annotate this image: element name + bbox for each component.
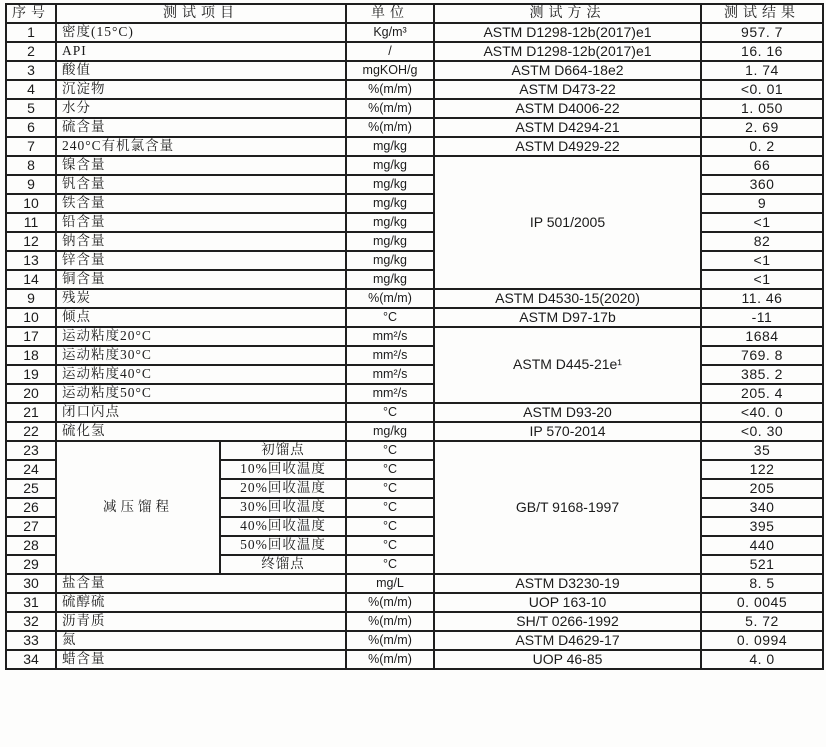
unit-cell: mg/kg (346, 137, 434, 156)
row-number-cell: 11 (6, 213, 56, 232)
row-number-cell: 5 (6, 99, 56, 118)
result-cell: 957. 7 (701, 23, 823, 42)
unit-cell: %(m/m) (346, 289, 434, 308)
result-cell: <0. 30 (701, 422, 823, 441)
test-item-cell: 铜含量 (56, 270, 346, 289)
method-cell: ASTM D1298-12b(2017)e1 (434, 42, 701, 61)
row-number-cell: 13 (6, 251, 56, 270)
result-cell: 340 (701, 498, 823, 517)
row-number-cell: 9 (6, 289, 56, 308)
unit-cell: %(m/m) (346, 631, 434, 650)
table-row (6, 365, 823, 384)
unit-cell: °C (346, 479, 434, 498)
table-row (6, 270, 823, 289)
table-row (6, 593, 823, 612)
unit-cell: mg/kg (346, 270, 434, 289)
sub-item-cell: 终馏点 (220, 555, 346, 574)
method-cell: GB/T 9168-1997 (434, 441, 701, 574)
method-cell: UOP 46-85 (434, 650, 701, 669)
row-number-cell: 12 (6, 232, 56, 251)
table-row (6, 574, 823, 593)
row-number-cell: 29 (6, 555, 56, 574)
row-number-cell: 10 (6, 308, 56, 327)
unit-cell: °C (346, 517, 434, 536)
unit-cell: / (346, 42, 434, 61)
method-cell: SH/T 0266-1992 (434, 612, 701, 631)
method-cell: ASTM D4006-22 (434, 99, 701, 118)
result-cell: 521 (701, 555, 823, 574)
sub-item-cell: 20%回收温度 (220, 479, 346, 498)
table-row (6, 403, 823, 422)
method-cell: ASTM D97-17b (434, 308, 701, 327)
result-cell: 205. 4 (701, 384, 823, 403)
table-row (6, 137, 823, 156)
table-row (6, 327, 823, 346)
method-cell: ASTM D4629-17 (434, 631, 701, 650)
result-cell: <1 (701, 213, 823, 232)
row-number-cell: 31 (6, 593, 56, 612)
row-number-cell: 20 (6, 384, 56, 403)
result-cell: 205 (701, 479, 823, 498)
row-number-cell: 9 (6, 175, 56, 194)
method-cell: ASTM D93-20 (434, 403, 701, 422)
row-number-cell: 14 (6, 270, 56, 289)
test-item-cell: 残炭 (56, 289, 346, 308)
method-cell: ASTM D4929-22 (434, 137, 701, 156)
table-row (6, 175, 823, 194)
sub-item-cell: 初馏点 (220, 441, 346, 460)
test-item-cell: 运动粘度40°C (56, 365, 346, 384)
row-number-cell: 10 (6, 194, 56, 213)
test-item-cell: 盐含量 (56, 574, 346, 593)
table-row (6, 232, 823, 251)
test-item-cell: 运动粘度30°C (56, 346, 346, 365)
header-test-method: 测试方法 (434, 4, 701, 23)
sub-item-cell: 10%回收温度 (220, 460, 346, 479)
row-number-cell: 7 (6, 137, 56, 156)
unit-cell: mg/kg (346, 156, 434, 175)
method-cell: ASTM D664-18e2 (434, 61, 701, 80)
row-number-cell: 4 (6, 80, 56, 99)
result-cell: 66 (701, 156, 823, 175)
table-row (6, 213, 823, 232)
unit-cell: %(m/m) (346, 650, 434, 669)
result-cell: 769. 8 (701, 346, 823, 365)
test-item-cell: 硫醇硫 (56, 593, 346, 612)
result-cell: <1 (701, 270, 823, 289)
result-cell: 360 (701, 175, 823, 194)
row-number-cell: 32 (6, 612, 56, 631)
row-number-cell: 8 (6, 156, 56, 175)
result-cell: 1684 (701, 327, 823, 346)
unit-cell: %(m/m) (346, 118, 434, 137)
test-item-cell: 减压馏程 (56, 441, 220, 574)
test-item-cell: 铅含量 (56, 213, 346, 232)
sub-item-cell: 50%回收温度 (220, 536, 346, 555)
unit-cell: °C (346, 308, 434, 327)
test-item-cell: 硫含量 (56, 118, 346, 137)
unit-cell: mm²/s (346, 327, 434, 346)
result-cell: 0. 2 (701, 137, 823, 156)
sub-item-cell: 30%回收温度 (220, 498, 346, 517)
test-item-cell: 沥青质 (56, 612, 346, 631)
result-cell: 9 (701, 194, 823, 213)
row-number-cell: 3 (6, 61, 56, 80)
test-item-cell: 闭口闪点 (56, 403, 346, 422)
result-cell: <40. 0 (701, 403, 823, 422)
unit-cell: mg/kg (346, 422, 434, 441)
test-report-table (5, 3, 824, 670)
unit-cell: mm²/s (346, 384, 434, 403)
table-row (6, 23, 823, 42)
table-row (6, 156, 823, 175)
result-cell: <0. 01 (701, 80, 823, 99)
result-cell: -11 (701, 308, 823, 327)
table-row (6, 650, 823, 669)
result-cell: 0. 0994 (701, 631, 823, 650)
result-cell: 16. 16 (701, 42, 823, 61)
method-cell: ASTM D445-21e¹ (434, 327, 701, 403)
result-cell: 8. 5 (701, 574, 823, 593)
table-row (6, 61, 823, 80)
unit-cell: mg/kg (346, 232, 434, 251)
header-serial-number: 序号 (6, 4, 56, 23)
result-cell: <1 (701, 251, 823, 270)
result-cell: 440 (701, 536, 823, 555)
table-row (6, 384, 823, 403)
unit-cell: %(m/m) (346, 99, 434, 118)
unit-cell: °C (346, 441, 434, 460)
table-header-row (6, 4, 823, 23)
test-item-cell: 氮 (56, 631, 346, 650)
unit-cell: %(m/m) (346, 80, 434, 99)
table-row (6, 346, 823, 365)
table-row (6, 42, 823, 61)
row-number-cell: 2 (6, 42, 56, 61)
test-item-cell: 铁含量 (56, 194, 346, 213)
unit-cell: mg/kg (346, 213, 434, 232)
test-item-cell: 密度(15°C) (56, 23, 346, 42)
test-item-cell: 水分 (56, 99, 346, 118)
result-cell: 2. 69 (701, 118, 823, 137)
table-row (6, 422, 823, 441)
table-row (6, 99, 823, 118)
test-item-cell: API (56, 42, 346, 61)
unit-cell: %(m/m) (346, 593, 434, 612)
test-item-cell: 运动粘度20°C (56, 327, 346, 346)
method-cell: ASTM D3230-19 (434, 574, 701, 593)
unit-cell: °C (346, 536, 434, 555)
test-item-cell: 酸值 (56, 61, 346, 80)
unit-cell: °C (346, 555, 434, 574)
row-number-cell: 26 (6, 498, 56, 517)
unit-cell: mg/kg (346, 194, 434, 213)
result-cell: 4. 0 (701, 650, 823, 669)
unit-cell: mg/kg (346, 251, 434, 270)
table-row (6, 308, 823, 327)
method-cell: ASTM D4530-15(2020) (434, 289, 701, 308)
test-item-cell: 运动粘度50°C (56, 384, 346, 403)
unit-cell: °C (346, 460, 434, 479)
header-test-item: 测试项目 (56, 4, 346, 23)
unit-cell: mg/L (346, 574, 434, 593)
method-cell: ASTM D4294-21 (434, 118, 701, 137)
result-cell: 35 (701, 441, 823, 460)
table-row (6, 118, 823, 137)
result-cell: 5. 72 (701, 612, 823, 631)
unit-cell: Kg/m³ (346, 23, 434, 42)
unit-cell: °C (346, 403, 434, 422)
row-number-cell: 1 (6, 23, 56, 42)
row-number-cell: 17 (6, 327, 56, 346)
result-cell: 395 (701, 517, 823, 536)
test-item-cell: 镍含量 (56, 156, 346, 175)
row-number-cell: 23 (6, 441, 56, 460)
unit-cell: mg/kg (346, 175, 434, 194)
table-row (6, 441, 823, 460)
table-row (6, 631, 823, 650)
result-cell: 385. 2 (701, 365, 823, 384)
unit-cell: mm²/s (346, 346, 434, 365)
table-row (6, 612, 823, 631)
unit-cell: mm²/s (346, 365, 434, 384)
table-row (6, 289, 823, 308)
test-item-cell: 沉淀物 (56, 80, 346, 99)
method-cell: UOP 163-10 (434, 593, 701, 612)
method-cell: ASTM D1298-12b(2017)e1 (434, 23, 701, 42)
row-number-cell: 19 (6, 365, 56, 384)
sub-item-cell: 40%回收温度 (220, 517, 346, 536)
row-number-cell: 27 (6, 517, 56, 536)
unit-cell: mgKOH/g (346, 61, 434, 80)
result-cell: 1. 74 (701, 61, 823, 80)
test-item-cell: 蜡含量 (56, 650, 346, 669)
table-body (6, 23, 823, 669)
test-item-cell: 硫化氢 (56, 422, 346, 441)
test-item-cell: 钠含量 (56, 232, 346, 251)
test-item-cell: 锌含量 (56, 251, 346, 270)
row-number-cell: 18 (6, 346, 56, 365)
test-item-cell: 倾点 (56, 308, 346, 327)
row-number-cell: 6 (6, 118, 56, 137)
row-number-cell: 28 (6, 536, 56, 555)
method-cell: IP 501/2005 (434, 156, 701, 289)
unit-cell: %(m/m) (346, 612, 434, 631)
row-number-cell: 34 (6, 650, 56, 669)
test-item-cell: 钒含量 (56, 175, 346, 194)
row-number-cell: 30 (6, 574, 56, 593)
unit-cell: °C (346, 498, 434, 517)
header-unit: 单位 (346, 4, 434, 23)
test-item-cell: 240°C有机氯含量 (56, 137, 346, 156)
table-row (6, 80, 823, 99)
header-test-result: 测试结果 (701, 4, 823, 23)
row-number-cell: 21 (6, 403, 56, 422)
method-cell: ASTM D473-22 (434, 80, 701, 99)
row-number-cell: 25 (6, 479, 56, 498)
table-row (6, 194, 823, 213)
row-number-cell: 33 (6, 631, 56, 650)
result-cell: 11. 46 (701, 289, 823, 308)
method-cell: IP 570-2014 (434, 422, 701, 441)
row-number-cell: 24 (6, 460, 56, 479)
result-cell: 1. 050 (701, 99, 823, 118)
table-row (6, 251, 823, 270)
result-cell: 82 (701, 232, 823, 251)
result-cell: 122 (701, 460, 823, 479)
result-cell: 0. 0045 (701, 593, 823, 612)
row-number-cell: 22 (6, 422, 56, 441)
